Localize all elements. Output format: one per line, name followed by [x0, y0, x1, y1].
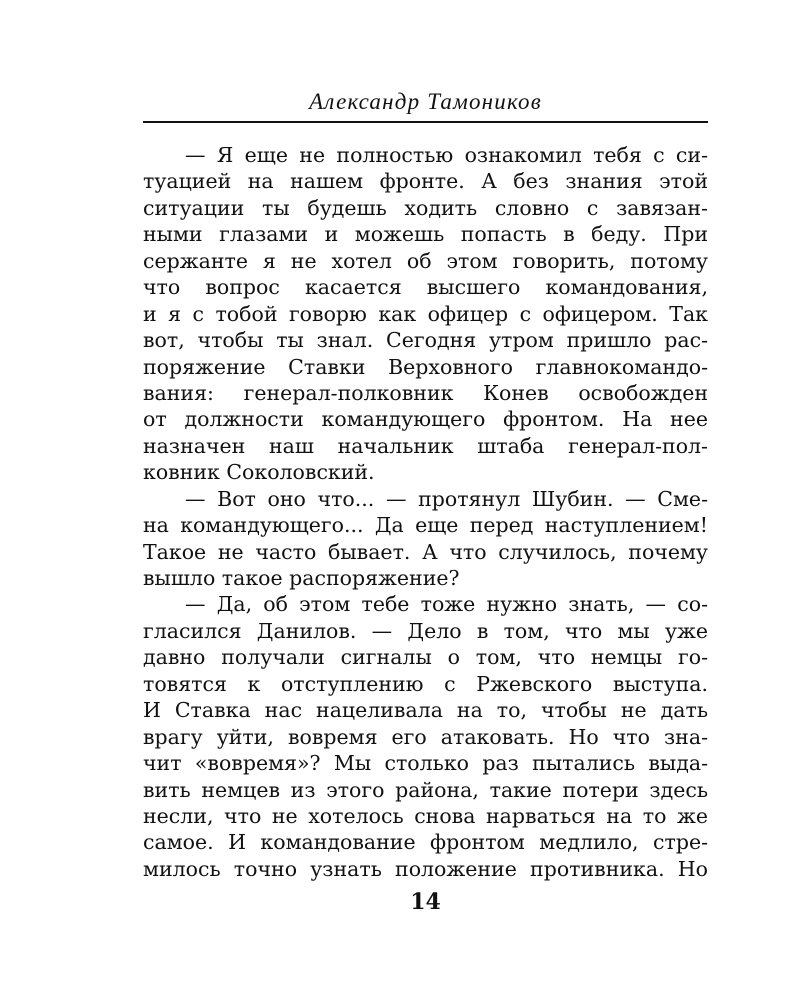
- text-line: товятся к отступлению с Ржевского выступа.: [143, 671, 708, 696]
- text-line: врагу уйти, вовремя его атаковать. Но что зна-: [143, 724, 708, 749]
- text-line: самое. И командование фронтом медлило, стре-: [143, 830, 708, 855]
- text-line: вить немцев из этого района, такие потери здесь: [143, 777, 708, 802]
- text-line: гласился Данилов. — Дело в том, что мы уже: [143, 618, 708, 643]
- page-number: 14: [410, 889, 441, 915]
- text-line: милось точно узнать положение противника. Но: [143, 856, 708, 881]
- text-line: вания: генерал-полковник Конев освобожден: [143, 380, 708, 405]
- text-line: ными глазами и можешь попасть в беду. При: [143, 222, 708, 247]
- text-line: ситуации ты будешь ходить словно с завязан-: [143, 195, 708, 220]
- text-line: — Я еще не полностью ознакомил тебя с си-: [185, 143, 708, 167]
- text-line: на командующего... Да еще перед наступлением!: [143, 513, 708, 538]
- text-line: — Вот оно что... — протянул Шубин. — Сме-: [185, 486, 708, 511]
- text-line: ковник Соколовский.: [143, 460, 375, 485]
- header-divider: [143, 121, 708, 123]
- text-line: от должности командующего фронтом. На нее: [143, 407, 708, 432]
- text-line: сержанте я не хотел об этом говорить, потому: [143, 248, 708, 273]
- text-line: вот, чтобы ты знал. Сегодня утром пришло рас-: [143, 328, 708, 353]
- text-line: несли, что не хотелось снова нарваться на то же: [143, 803, 708, 828]
- text-line: туацией на нашем фронте. А без знания этой: [143, 169, 708, 194]
- text-line: И Ставка нас нацеливала на то, чтобы не дать: [143, 698, 708, 723]
- running-header: [143, 82, 708, 124]
- text-line: Такое не часто бывает. А что случилось, почему: [143, 539, 708, 564]
- text-line: чит «вовремя»? Мы столько раз пытались выда-: [143, 751, 708, 776]
- text-line: давно получали сигналы о том, что немцы го-: [143, 645, 708, 670]
- text-line: назначен наш начальник штаба генерал-пол-: [143, 433, 708, 458]
- body-text: [143, 142, 708, 882]
- text-line: и я с тобой говорю как офицер с офицером. Так: [143, 301, 708, 326]
- text-line: что вопрос касается высшего командования,: [143, 275, 708, 300]
- text-line: — Да, об этом тебе тоже нужно знать, — со-: [185, 592, 708, 617]
- text-line: поряжение Ставки Верховного главнокомандо-: [143, 354, 708, 379]
- author-name: Александр Тамоников: [309, 89, 542, 114]
- text-line: вышло такое распоряжение?: [143, 566, 460, 590]
